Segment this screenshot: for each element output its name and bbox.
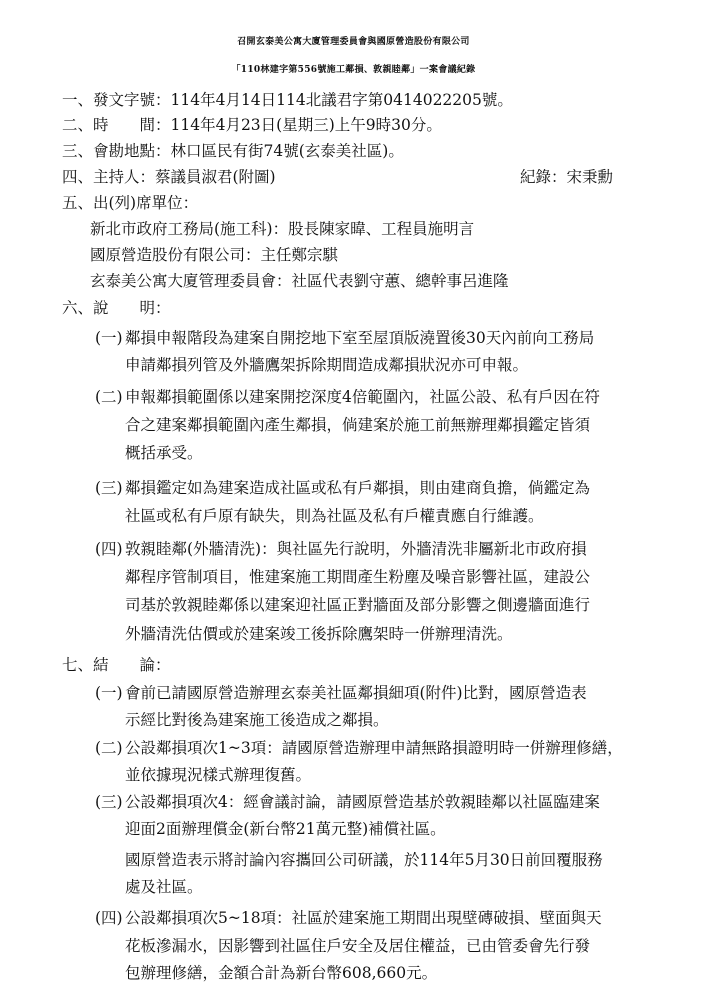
explanation-item-line: 司基於敦親睦鄰係以建案迎社區正對牆面及部分影響之側邊牆面進行 <box>125 596 591 614</box>
conclusion-item-line: 會前已請國原營造辦理玄泰美社區鄰損細項(附件)比對，國原營造表 <box>125 684 587 702</box>
conclusion-item-line: 花板滲漏水，因影響到社區住戶安全及居住權益，已由管委會先行發 <box>125 937 591 955</box>
conclusion-item-label: (三) <box>95 793 123 811</box>
explanation-item-label: (四) <box>95 540 123 558</box>
explanation-item-line: 外牆清洗估價或於建案竣工後拆除鷹架時一併辦理清洗。 <box>125 625 513 643</box>
conclusion-item-line: 包辦理修繕，金額合計為新台幣608,660元。 <box>125 964 438 982</box>
explanation-item-line: 申報鄰損範圍係以建案開挖深度4倍範圍內，社區公設、私有戶因在符 <box>125 388 600 406</box>
conclusion-item-label: (一) <box>95 684 123 702</box>
conclusion-item-line: 公設鄰損項次4：經會議討論，請國原營造基於敦親睦鄰以社區臨建案 <box>125 793 600 811</box>
conclusion-item-line: 示經比對後為建案施工後造成之鄰損。 <box>125 711 389 729</box>
attendee-line: 新北市政府工務局(施工科)：股長陳家暐、工程員施明言 <box>90 220 475 238</box>
conclusion-item-line: 迎面2面辦理償金(新台幣21萬元整)補償社區。 <box>125 820 446 838</box>
conclusion-item-line: 處及社區。 <box>125 878 203 896</box>
field-meeting-time: 二、時 間：114年4月23日(星期三)上午9時30分。 <box>62 116 442 134</box>
explanation-item-label: (一) <box>95 329 123 347</box>
explanation-item-line: 合之建案鄰損範圍內產生鄰損，倘建案於施工前無辦理鄰損鑑定皆須 <box>125 416 591 434</box>
conclusion-item-line: 國原營造表示將討論內容攜回公司研議，於114年5月30日前回覆服務 <box>125 851 603 869</box>
explanation-item-label: (二) <box>95 388 123 406</box>
conclusion-item-line: 並依據現況樣式辦理復舊。 <box>125 766 312 784</box>
explanation-item-line: 敦親睦鄰(外牆清洗)：與社區先行說明，外牆清洗非屬新北市政府損 <box>125 540 587 558</box>
explanation-item-line: 鄰程序管制項目，惟建案施工期間產生粉塵及噪音影響社區，建設公 <box>125 568 591 586</box>
field-chair: 四、主持人：蔡議員淑君(附圖) <box>62 168 276 186</box>
field-doc-number: 一、發文字號：114年4月14日114北議君字第0414022205號。 <box>62 91 513 109</box>
explanation-item-line: 鄰損鑑定如為建案造成社區或私有戶鄰損，則由建商負擔，倘鑑定為 <box>125 479 591 497</box>
explanation-item-line: 申請鄰損列管及外牆鷹架拆除期間造成鄰損狀況亦可申報。 <box>125 356 529 374</box>
field-attendees-label: 五、出(列)席單位： <box>62 194 199 212</box>
title-line-1: 召開玄泰美公寓大廈管理委員會與國原營造股份有限公司 <box>237 37 470 47</box>
explanation-item-line: 社區或私有戶原有缺失，則為社區及私有戶權責應自行維護。 <box>125 507 544 525</box>
field-recorder: 紀錄：宋秉勳 <box>520 168 614 186</box>
attendee-line: 國原營造股份有限公司：主任鄭宗騏 <box>90 246 339 264</box>
explanation-item-line: 鄰損申報階段為建案自開挖地下室至屋頂版澆置後30天內前向工務局 <box>125 329 595 347</box>
conclusion-item-label: (四) <box>95 909 123 927</box>
section-conclusion-heading: 七、結 論： <box>62 656 171 674</box>
field-site: 三、會勘地點：林口區民有街74號(玄泰美社區)。 <box>62 142 404 160</box>
conclusion-item-line: 公設鄰損項次5~18項：社區於建案施工期間出現壁磚破損、壁面與天 <box>125 909 602 927</box>
conclusion-item-line: 公設鄰損項次1~3項：請國原營造辦理申請無路損證明時一併辦理修繕， <box>125 739 623 757</box>
conclusion-item-label: (二) <box>95 739 123 757</box>
explanation-item-label: (三) <box>95 479 123 497</box>
explanation-item-line: 概括承受。 <box>125 444 203 462</box>
section-explanation-heading: 六、說 明： <box>62 299 171 317</box>
attendee-line: 玄泰美公寓大廈管理委員會：社區代表劉守蕙、總幹事呂進隆 <box>90 272 509 290</box>
title-line-2: 「110林建字第556號施工鄰損、敦親睦鄰」一案會議紀錄 <box>231 65 476 75</box>
